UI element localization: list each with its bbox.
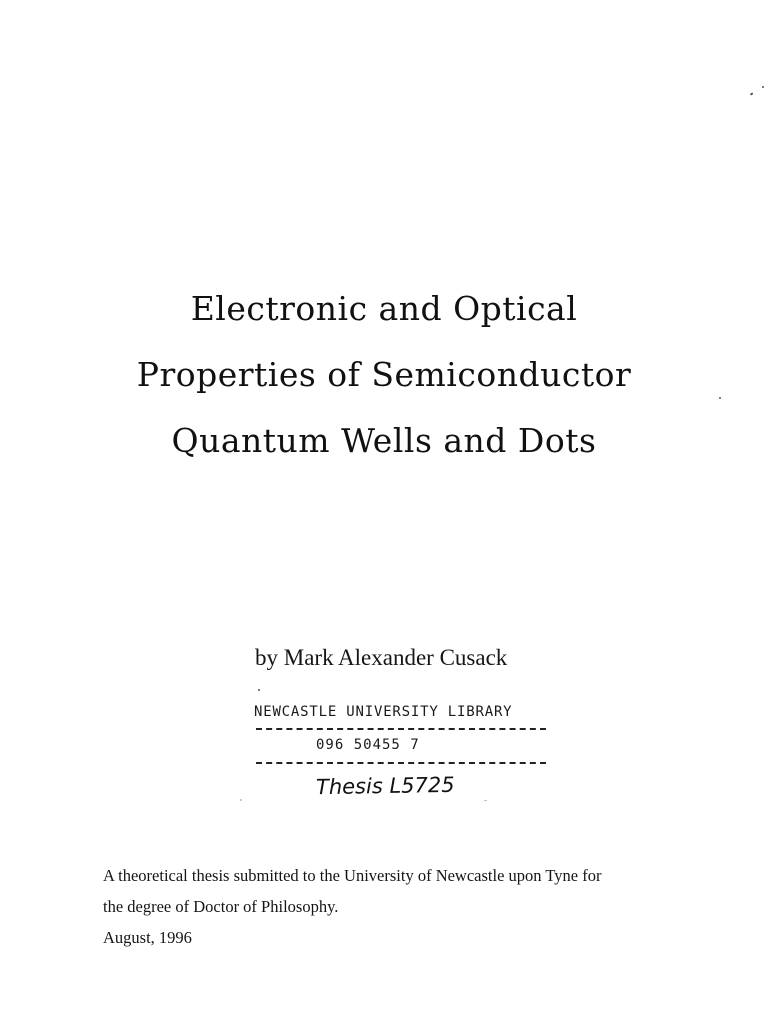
accession-number: 096 50455 7 <box>316 737 420 753</box>
scan-speck <box>762 86 764 88</box>
stamp-divider-bottom <box>256 762 546 764</box>
scan-speck <box>750 92 753 95</box>
handwritten-shelfmark: Thesis L5725 <box>315 772 455 800</box>
title-line-3: Quantum Wells and Dots <box>171 421 597 460</box>
scan-speck <box>240 799 242 801</box>
statement-line-1: A theoretical thesis submitted to the University of Newcastle upon Tyne for <box>103 866 602 885</box>
scan-speck <box>484 800 487 801</box>
library-stamp <box>254 704 554 764</box>
scan-speck <box>719 397 721 399</box>
submission-statement <box>103 860 703 953</box>
stamp-divider-top <box>256 728 546 730</box>
submission-date: August, 1996 <box>103 928 192 947</box>
title-line-2: Properties of Semiconductor <box>136 355 632 394</box>
library-name: NEWCASTLE UNIVERSITY LIBRARY <box>254 704 513 720</box>
statement-line-2: the degree of Doctor of Philosophy. <box>103 897 339 916</box>
title-line-1: Electronic and Optical <box>190 289 578 328</box>
author-line: by Mark Alexander Cusack <box>255 645 508 670</box>
scan-speck <box>258 689 260 691</box>
